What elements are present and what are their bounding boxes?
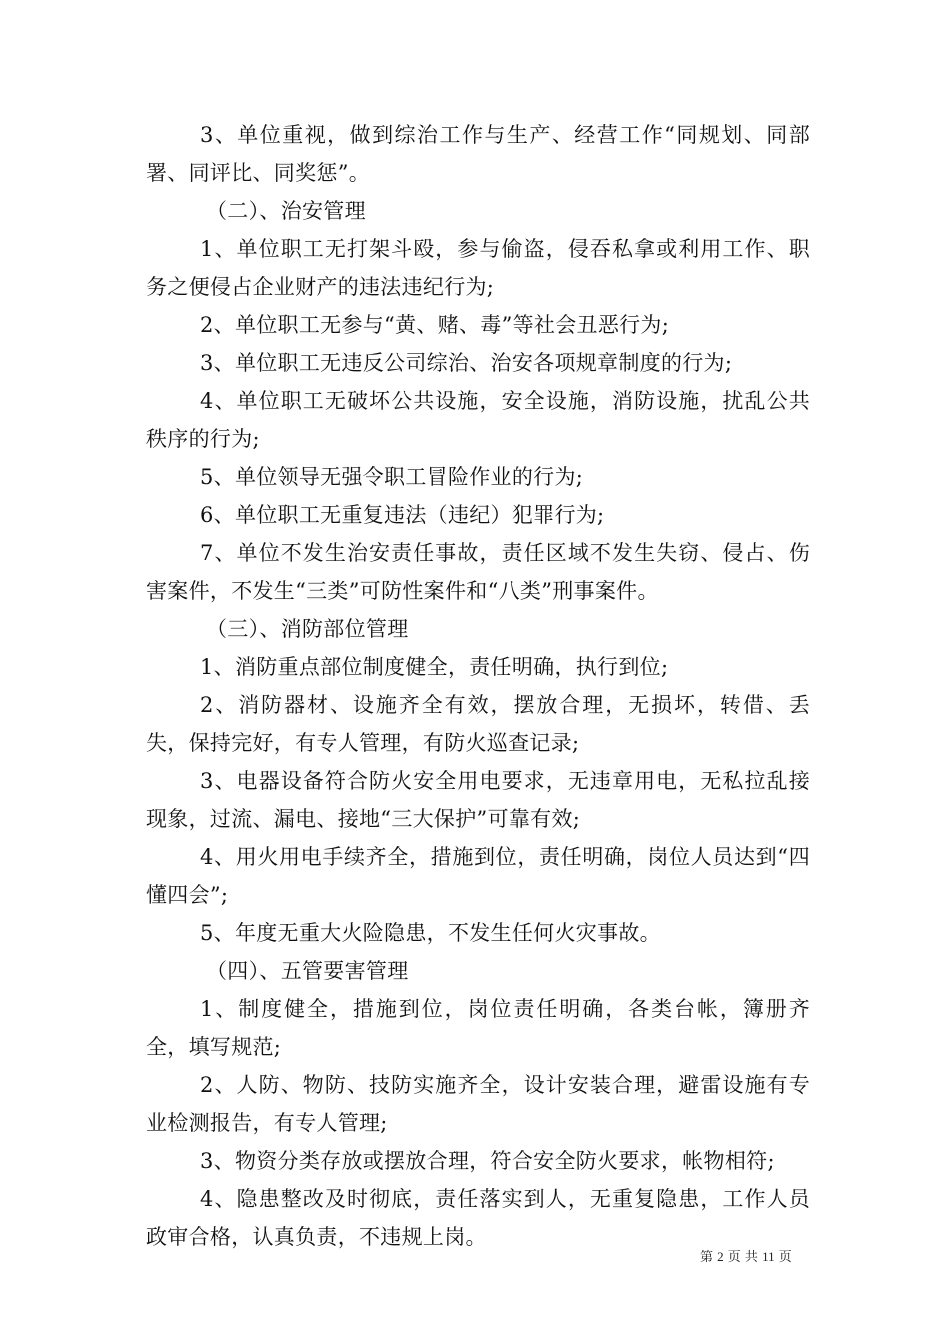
paragraph-item: 1、单位职工无打架斗殴，参与偷盗，侵吞私拿或利用工作、职务之便侵占企业财产的违法违纪行为; <box>146 237 810 299</box>
paragraph-item: 3、单位重视，做到综治工作与生产、经营工作“同规划、同部署、同评比、同奖惩”。 <box>146 123 810 185</box>
paragraph-item: 3、物资分类存放或摆放合理，符合安全防火要求，帐物相符; <box>200 1149 775 1173</box>
section-heading: （三）、消防部位管理 <box>206 617 409 641</box>
footer-page-number: 2 <box>717 1249 724 1264</box>
section-heading: （二）、治安管理 <box>206 199 366 223</box>
paragraph-item: 1、消防重点部位制度健全，责任明确，执行到位; <box>200 655 669 679</box>
footer-total-pages: 11 <box>762 1249 775 1264</box>
paragraph-item: 6、单位职工无重复违法（违纪）犯罪行为; <box>200 503 605 527</box>
footer-suffix: 页 <box>778 1250 792 1265</box>
paragraph-item: 5、年度无重大火险隐患，不发生任何火灾事故。 <box>200 921 661 945</box>
paragraph-item: 4、用火用电手续齐全，措施到位，责任明确，岗位人员达到“四懂四会”; <box>146 845 810 907</box>
paragraph-item: 5、单位领导无强令职工冒险作业的行为; <box>200 465 584 489</box>
paragraph-item: 7、单位不发生治安责任事故，责任区域不发生失窃、侵占、伤害案件，不发生“三类”可防性案件和“八类”刑事案件。 <box>146 541 810 603</box>
paragraph-item: 4、隐患整改及时彻底，责任落实到人，无重复隐患，工作人员政审合格，认真负责，不违规上岗。 <box>146 1187 810 1249</box>
paragraph-item: 2、单位职工无参与“黄、赌、毒”等社会丑恶行为; <box>200 313 670 337</box>
paragraph-item: 3、电器设备符合防火安全用电要求，无违章用电，无私拉乱接现象，过流、漏电、接地“三大保护”可靠有效; <box>146 769 810 831</box>
footer-prefix: 第 <box>700 1250 714 1265</box>
footer-middle: 页 共 <box>727 1250 758 1265</box>
paragraph-item: 1、制度健全，措施到位，岗位责任明确，各类台帐，簿册齐全，填写规范; <box>146 997 810 1059</box>
paragraph-item: 2、人防、物防、技防实施齐全，设计安装合理，避雷设施有专业检测报告，有专人管理; <box>146 1073 810 1135</box>
paragraph-item: 2、消防器材、设施齐全有效，摆放合理，无损坏，转借、丢失，保持完好，有专人管理，有防火巡查记录; <box>146 693 810 755</box>
section-heading: （四）、五管要害管理 <box>206 959 409 983</box>
paragraph-item: 4、单位职工无破坏公共设施，安全设施，消防设施，扰乱公共秩序的行为; <box>146 389 810 451</box>
page-footer <box>700 1248 792 1267</box>
paragraph-item: 3、单位职工无违反公司综治、治安各项规章制度的行为; <box>200 351 733 375</box>
document-body <box>146 116 810 1256</box>
